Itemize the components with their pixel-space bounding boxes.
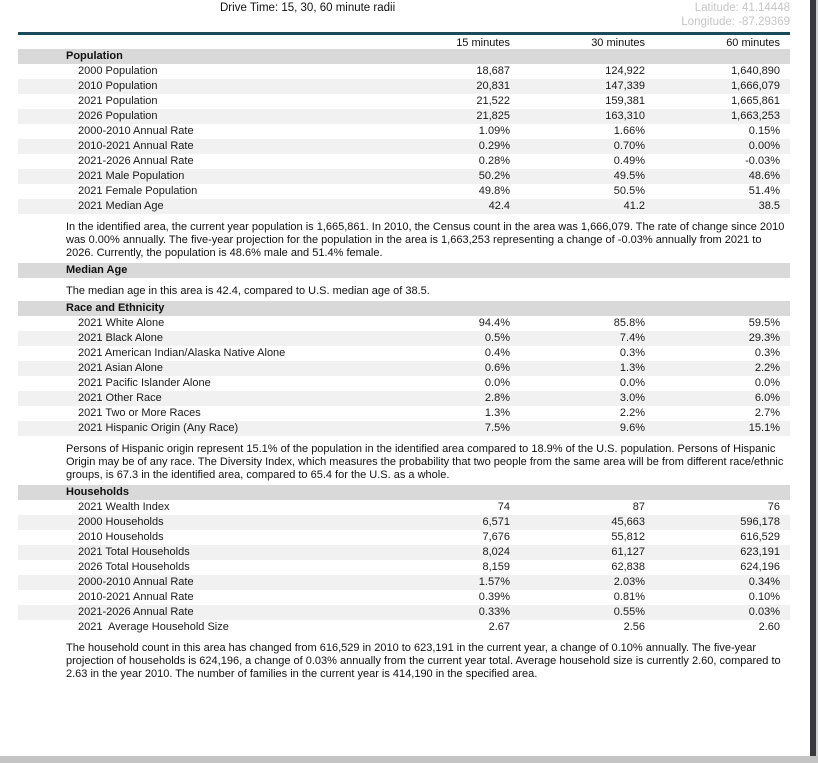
- row-value-col1: 94.4%: [478, 317, 510, 329]
- longitude-label: Longitude: -87.29369: [681, 16, 790, 28]
- row-label: 2026 Population: [78, 110, 158, 122]
- row-label: 2021 Population: [78, 95, 158, 107]
- row-value-col2: 41.2: [623, 200, 645, 212]
- section-note-race-and-ethnicity: Persons of Hispanic origin represent 15.1% of the population in the identified area compared to 18.9% of the U.S. population. Persons of Hispanic Origin may be of any race. The Diversity Index, which measures the probability that two people from the same area will be from different race/ethnic groups, is 67.3 in the identified area, compared to 65.4 for the U.S. as a whole.: [66, 443, 784, 481]
- table-row: [18, 515, 790, 530]
- row-value-col2: 49.5%: [613, 170, 645, 182]
- row-value-col2: 62,838: [611, 561, 645, 573]
- row-value-col1: 0.33%: [478, 606, 510, 618]
- row-value-col3: 51.4%: [748, 185, 780, 197]
- row-label: 2021 Pacific Islander Alone: [78, 377, 211, 389]
- row-value-col2: 9.6%: [619, 422, 645, 434]
- row-label: 2021 Hispanic Origin (Any Race): [78, 422, 239, 434]
- row-value-col3: 38.5: [758, 200, 780, 212]
- column-header-30-minutes: 30 minutes: [591, 37, 645, 49]
- row-value-col3: 48.6%: [748, 170, 780, 182]
- row-value-col1: 74: [497, 501, 510, 513]
- section-note-households: The household count in this area has changed from 616,529 in 2010 to 623,191 in the current year, a change of 0.10% annually. The five-year projection of households is 624,196, a change of 0.03% annually from the current year total. Average household size is currently 2.60, compared to 2.63 in the year 2010. The number of families in the current year is 414,190 in the specified area.: [66, 642, 781, 680]
- table-row: [18, 421, 790, 436]
- row-label: 2000-2010 Annual Rate: [78, 576, 194, 588]
- row-label: 2000-2010 Annual Rate: [78, 125, 194, 137]
- table-row: [18, 391, 790, 406]
- row-value-col3: 624,196: [740, 561, 780, 573]
- row-value-col2: 0.81%: [613, 591, 645, 603]
- row-value-col2: 0.70%: [613, 140, 645, 152]
- row-value-col1: 8,024: [482, 546, 510, 558]
- row-label: 2021-2026 Annual Rate: [78, 606, 194, 618]
- row-label: 2010-2021 Annual Rate: [78, 140, 194, 152]
- row-value-col1: 50.2%: [478, 170, 510, 182]
- table-row: [18, 139, 790, 154]
- row-label: 2021 Average Household Size: [78, 621, 229, 633]
- section-header-population: Population: [18, 49, 790, 64]
- column-header-row: [18, 36, 790, 49]
- row-value-col1: 2.8%: [484, 392, 510, 404]
- row-value-col2: 2.03%: [613, 576, 645, 588]
- row-value-col3: 0.3%: [754, 347, 780, 359]
- row-label: 2010-2021 Annual Rate: [78, 591, 194, 603]
- row-value-col1: 42.4: [488, 200, 510, 212]
- report-sections: [18, 49, 790, 684]
- row-value-col3: 1,663,253: [731, 110, 780, 122]
- row-value-col3: 0.0%: [754, 377, 780, 389]
- row-label: 2021 Two or More Races: [78, 407, 201, 419]
- row-value-col2: 1.3%: [619, 362, 645, 374]
- row-value-col1: 1.57%: [478, 576, 510, 588]
- row-value-col2: 2.2%: [619, 407, 645, 419]
- table-row: [18, 590, 790, 605]
- row-label: 2021 Median Age: [78, 200, 164, 212]
- row-value-col1: 0.39%: [478, 591, 510, 603]
- row-value-col1: 7,676: [482, 531, 510, 543]
- table-row: [18, 169, 790, 184]
- row-value-col3: 596,178: [740, 516, 780, 528]
- row-label: 2021 Asian Alone: [78, 362, 164, 374]
- column-header-60-minutes: 60 minutes: [726, 37, 780, 49]
- row-value-col1: 0.28%: [478, 155, 510, 167]
- section-header-median-age: Median Age: [18, 263, 790, 278]
- row-value-col1: 20,831: [476, 80, 510, 92]
- row-value-col2: 3.0%: [619, 392, 645, 404]
- row-label: 2010 Households: [78, 531, 164, 543]
- row-label: 2026 Total Households: [78, 561, 190, 573]
- table-row: [18, 605, 790, 620]
- table-row: [18, 346, 790, 361]
- table-row: [18, 530, 790, 545]
- row-value-col2: 147,339: [605, 80, 645, 92]
- row-value-col1: 0.5%: [484, 332, 510, 344]
- row-value-col2: 45,663: [611, 516, 645, 528]
- section-header-households: Households: [18, 485, 790, 500]
- row-label: 2021 White Alone: [78, 317, 165, 329]
- row-value-col3: 1,665,861: [731, 95, 780, 107]
- row-label: 2010 Population: [78, 80, 158, 92]
- row-value-col3: 623,191: [740, 546, 780, 558]
- table-row: [18, 560, 790, 575]
- row-label: 2021 Black Alone: [78, 332, 164, 344]
- row-value-col3: 2.60: [758, 621, 780, 633]
- section-note-median-age: The median age in this area is 42.4, compared to U.S. median age of 38.5.: [66, 285, 430, 297]
- report-header: [0, 0, 806, 32]
- row-value-col2: 85.8%: [613, 317, 645, 329]
- table-row: [18, 124, 790, 139]
- row-value-col3: 0.03%: [748, 606, 780, 618]
- table-row: [18, 199, 790, 214]
- row-label: 2021 Other Race: [78, 392, 162, 404]
- row-value-col1: 49.8%: [478, 185, 510, 197]
- table-row: [18, 79, 790, 94]
- row-value-col3: 76: [767, 501, 780, 513]
- row-value-col3: -0.03%: [745, 155, 780, 167]
- row-value-col3: 6.0%: [754, 392, 780, 404]
- row-label: 2021-2026 Annual Rate: [78, 155, 194, 167]
- table-row: [18, 316, 790, 331]
- row-label: 2021 American Indian/Alaska Native Alone: [78, 347, 286, 359]
- table-row: [18, 406, 790, 421]
- coordinates: [681, 1, 790, 29]
- row-value-col2: 2.56: [623, 621, 645, 633]
- row-value-col1: 6,571: [482, 516, 510, 528]
- row-value-col2: 0.0%: [619, 377, 645, 389]
- table-row: [18, 545, 790, 560]
- row-value-col2: 0.55%: [613, 606, 645, 618]
- table-row: [18, 361, 790, 376]
- row-value-col3: 0.15%: [748, 125, 780, 137]
- table-row: [18, 500, 790, 515]
- row-value-col3: 15.1%: [748, 422, 780, 434]
- section-header-race-and-ethnicity: Race and Ethnicity: [18, 301, 790, 316]
- row-value-col3: 0.34%: [748, 576, 780, 588]
- row-value-col1: 21,825: [476, 110, 510, 122]
- row-value-col1: 2.67: [488, 621, 510, 633]
- table-row: [18, 64, 790, 79]
- row-value-col1: 1.09%: [478, 125, 510, 137]
- row-value-col2: 55,812: [611, 531, 645, 543]
- row-label: 2000 Households: [78, 516, 164, 528]
- row-value-col2: 87: [632, 501, 645, 513]
- column-header-15-minutes: 15 minutes: [456, 37, 510, 49]
- table-row: [18, 620, 790, 635]
- row-value-col3: 29.3%: [748, 332, 780, 344]
- row-value-col2: 1.66%: [613, 125, 645, 137]
- row-value-col2: 0.49%: [613, 155, 645, 167]
- row-label: 2021 Female Population: [78, 185, 198, 197]
- horizontal-scrollbar-track[interactable]: [0, 756, 818, 763]
- row-value-col1: 0.29%: [478, 140, 510, 152]
- row-value-col3: 2.7%: [754, 407, 780, 419]
- row-value-col3: 0.00%: [748, 140, 780, 152]
- row-value-col1: 21,522: [476, 95, 510, 107]
- row-value-col2: 0.3%: [619, 347, 645, 359]
- table-row: [18, 376, 790, 391]
- row-value-col2: 124,922: [605, 65, 645, 77]
- row-value-col3: 0.10%: [748, 591, 780, 603]
- header-divider-rule: [18, 32, 790, 35]
- row-value-col3: 2.2%: [754, 362, 780, 374]
- row-value-col1: 0.0%: [484, 377, 510, 389]
- row-value-col1: 1.3%: [484, 407, 510, 419]
- row-value-col3: 59.5%: [748, 317, 780, 329]
- row-label: 2021 Wealth Index: [78, 501, 170, 513]
- row-value-col3: 616,529: [740, 531, 780, 543]
- row-value-col2: 50.5%: [613, 185, 645, 197]
- latitude-label: Latitude: 41.14448: [694, 2, 790, 14]
- row-value-col2: 7.4%: [619, 332, 645, 344]
- row-label: 2021 Male Population: [78, 170, 185, 182]
- row-value-col3: 1,666,079: [731, 80, 780, 92]
- section-note-population: In the identified area, the current year population is 1,665,861. In 2010, the Census count in the area was 1,666,079. The rate of change since 2010 was 0.00% annually. The five-year projection for the population in the area is 1,663,253 representing a change of -0.03% annually from 2021 to 2026. Currently, the population is 48.6% male and 51.4% female.: [66, 221, 785, 259]
- row-value-col2: 159,381: [605, 95, 645, 107]
- row-value-col3: 1,640,890: [731, 65, 780, 77]
- row-value-col1: 7.5%: [484, 422, 510, 434]
- table-row: [18, 331, 790, 346]
- row-value-col1: 0.4%: [484, 347, 510, 359]
- drive-time-title: Drive Time: 15, 30, 60 minute radii: [220, 2, 396, 14]
- row-label: 2021 Total Households: [78, 546, 190, 558]
- row-value-col1: 18,687: [476, 65, 510, 77]
- row-value-col1: 0.6%: [484, 362, 510, 374]
- table-row: [18, 94, 790, 109]
- row-value-col2: 61,127: [611, 546, 645, 558]
- table-row: [18, 109, 790, 124]
- table-row: [18, 575, 790, 590]
- table-row: [18, 154, 790, 169]
- row-label: 2000 Population: [78, 65, 158, 77]
- table-row: [18, 184, 790, 199]
- row-value-col1: 8,159: [482, 561, 510, 573]
- row-value-col2: 163,310: [605, 110, 645, 122]
